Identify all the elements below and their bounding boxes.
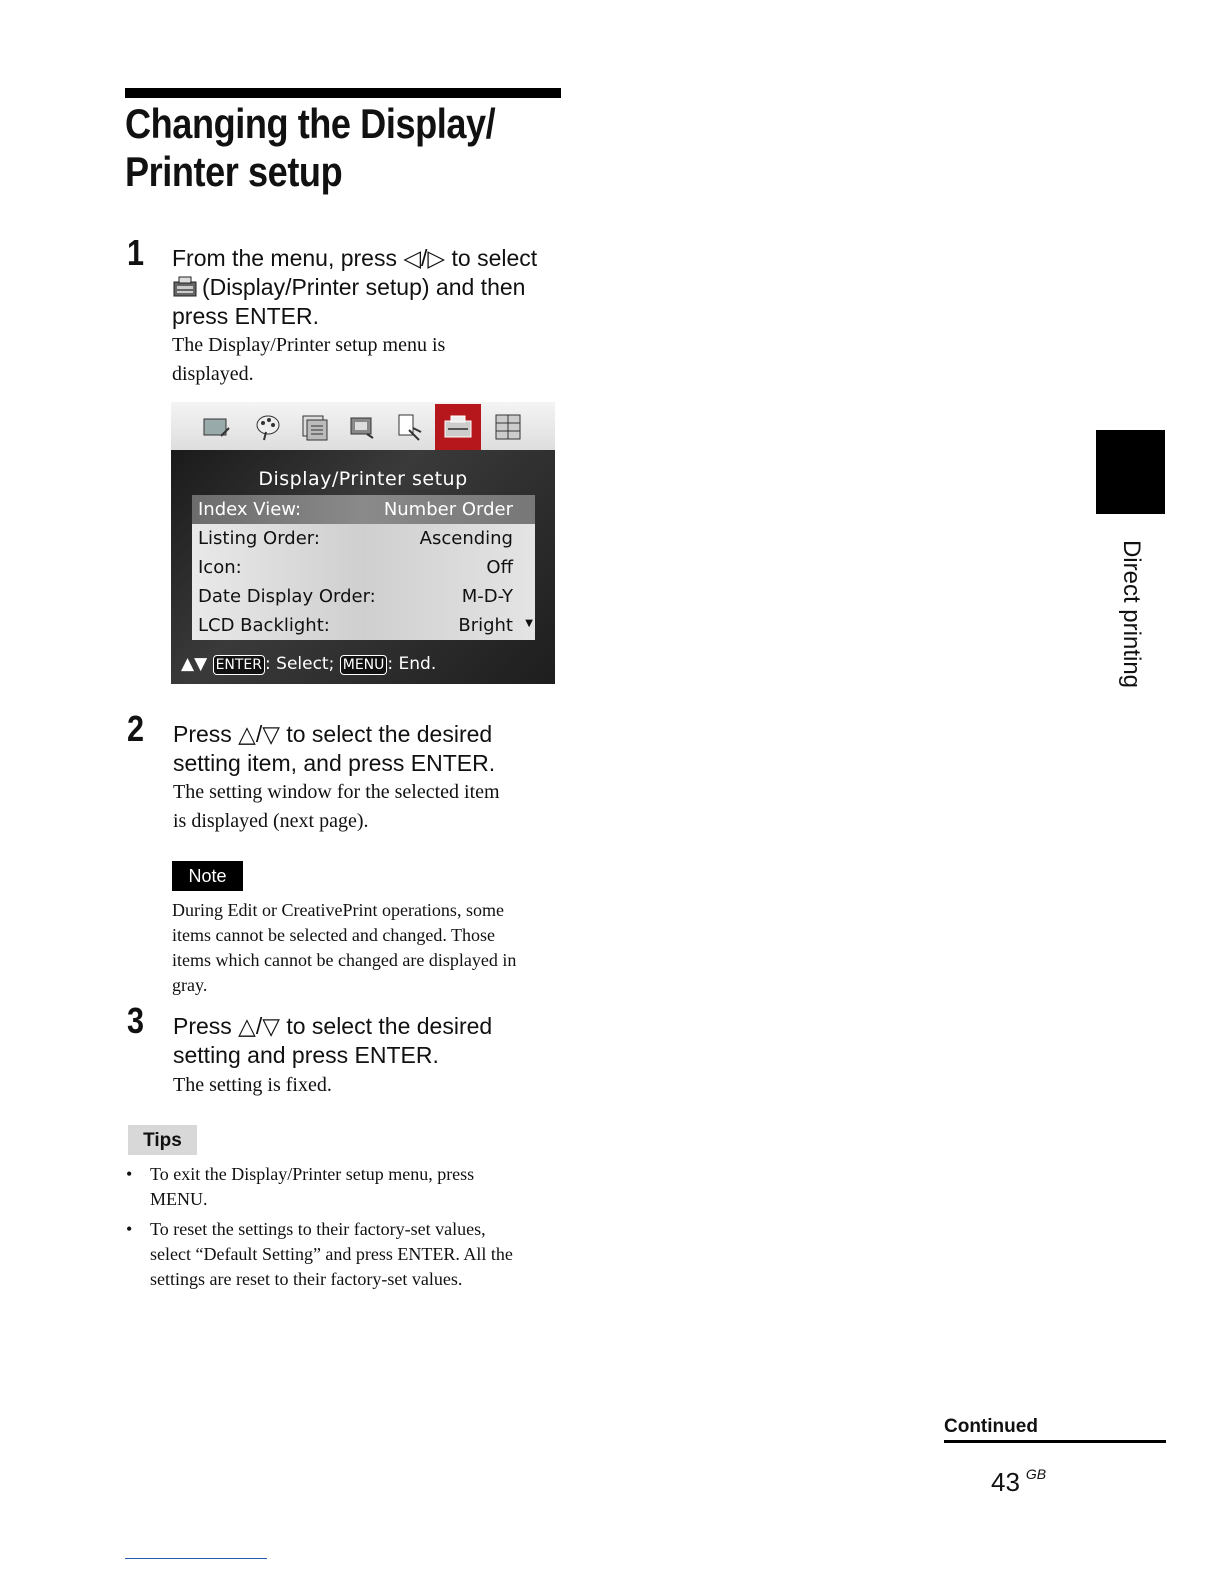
menu-row-label: Index View: xyxy=(198,499,302,520)
menu-row-label: Listing Order: xyxy=(198,528,320,549)
tip-item: • To exit the Display/Printer setup menu, press MENU. xyxy=(126,1164,475,1209)
menu-row-label: Icon: xyxy=(198,557,242,578)
step-1-number: 1 xyxy=(127,232,145,273)
continued-rule xyxy=(944,1440,1166,1443)
print-icon xyxy=(347,412,377,442)
step-1-heading xyxy=(172,244,592,331)
step-2-line1: Press △/▽ to select the desired xyxy=(173,721,493,747)
step-2-line2: setting item, and press ENTER. xyxy=(173,750,496,776)
step-1-body-line1: The Display/Printer setup menu is xyxy=(172,334,446,356)
menu-row-lcd-backlight[interactable] xyxy=(192,611,535,640)
page-title xyxy=(125,100,529,196)
edit-icon xyxy=(201,412,231,442)
palette-icon xyxy=(253,412,283,442)
menu-row-label: Date Display Order: xyxy=(198,586,376,607)
enter-key-badge: ENTER xyxy=(213,655,265,675)
note-line: items which cannot be changed are displayed in xyxy=(172,950,517,970)
page-title-line2: Printer setup xyxy=(125,148,343,195)
step-1-body xyxy=(172,331,592,389)
display-printer-setup-icon xyxy=(172,276,198,298)
note-line: During Edit or CreativePrint operations, some xyxy=(172,900,504,920)
note-body xyxy=(172,898,572,998)
menu-row-listing-order[interactable] xyxy=(192,524,535,553)
bullet-icon: • xyxy=(126,1219,133,1239)
bullet-icon: • xyxy=(126,1164,133,1184)
title-rule xyxy=(125,88,561,98)
tip-item: • To reset the settings to their factory-set values, select “Default Setting” and press ENTER. All the settings are reset to their factory-set values. xyxy=(126,1219,513,1289)
step-3-number: 3 xyxy=(127,1000,145,1041)
step-3-heading xyxy=(173,1012,593,1070)
step-1-line2: (Display/Printer setup) and then xyxy=(202,274,526,300)
step-3-body xyxy=(173,1071,593,1100)
menu-key-badge: MENU xyxy=(340,655,388,675)
scroll-down-icon[interactable]: ▼ xyxy=(525,618,533,629)
step-1-line1: From the menu, press ◁/▷ to select xyxy=(172,245,538,271)
menu-row-label: LCD Backlight: xyxy=(198,615,330,636)
step-2-heading xyxy=(173,720,593,778)
menu-title: Display/Printer setup xyxy=(258,468,468,490)
note-line: items cannot be selected and changed. Those xyxy=(172,925,496,945)
continued-label: Continued xyxy=(944,1416,1038,1437)
menu-row-value: M-D-Y xyxy=(461,586,513,607)
note-badge: Note xyxy=(172,861,243,891)
menu-row-value: Bright xyxy=(458,615,513,636)
menu-row-value: Number Order xyxy=(383,499,513,520)
menu-list xyxy=(192,495,535,640)
step-1-line3: press ENTER. xyxy=(172,303,319,329)
page-number xyxy=(991,1466,1046,1498)
footer-select-text: : Select; xyxy=(265,654,335,674)
region-code: GB xyxy=(1025,1466,1047,1482)
menu-row-icon[interactable] xyxy=(192,553,535,582)
menu-row-value: Off xyxy=(486,557,513,578)
step-2-body-line2: is displayed (next page). xyxy=(173,810,369,832)
slideshow-icon xyxy=(395,412,425,442)
setup-menu xyxy=(171,450,555,684)
display-printer-setup-tab-icon xyxy=(443,412,473,442)
step-2-number: 2 xyxy=(127,708,145,749)
menu-row-index-view[interactable] xyxy=(192,495,535,524)
menu-footer xyxy=(181,653,551,675)
tips-list xyxy=(126,1162,576,1297)
step-2-body-line1: The setting window for the selected item xyxy=(173,781,500,803)
step-3-body-line1: The setting is fixed. xyxy=(173,1074,332,1096)
step-2-body xyxy=(173,778,593,836)
step-3-line2: setting and press ENTER. xyxy=(173,1042,439,1068)
setup-icon xyxy=(493,412,523,442)
up-down-arrows-icon: ▲▼ xyxy=(181,654,208,674)
page-title-line1: Changing the Display/ xyxy=(125,100,496,147)
tips-badge: Tips xyxy=(128,1125,197,1155)
index-icon xyxy=(299,412,329,442)
menu-screenshot xyxy=(171,402,555,684)
section-label-text: Direct printing xyxy=(1118,539,1145,689)
menu-row-date-display-order[interactable] xyxy=(192,582,535,611)
footer-rule xyxy=(125,1558,267,1559)
page-number-value: 43 xyxy=(991,1467,1020,1497)
step-1-body-line2: displayed. xyxy=(172,363,254,385)
footer-end-text: : End. xyxy=(387,654,437,674)
section-tab-marker xyxy=(1096,430,1165,514)
menu-icon-strip xyxy=(171,402,555,450)
step-3-line1: Press △/▽ to select the desired xyxy=(173,1013,493,1039)
note-line: gray. xyxy=(172,975,208,995)
menu-row-value: Ascending xyxy=(419,528,513,549)
